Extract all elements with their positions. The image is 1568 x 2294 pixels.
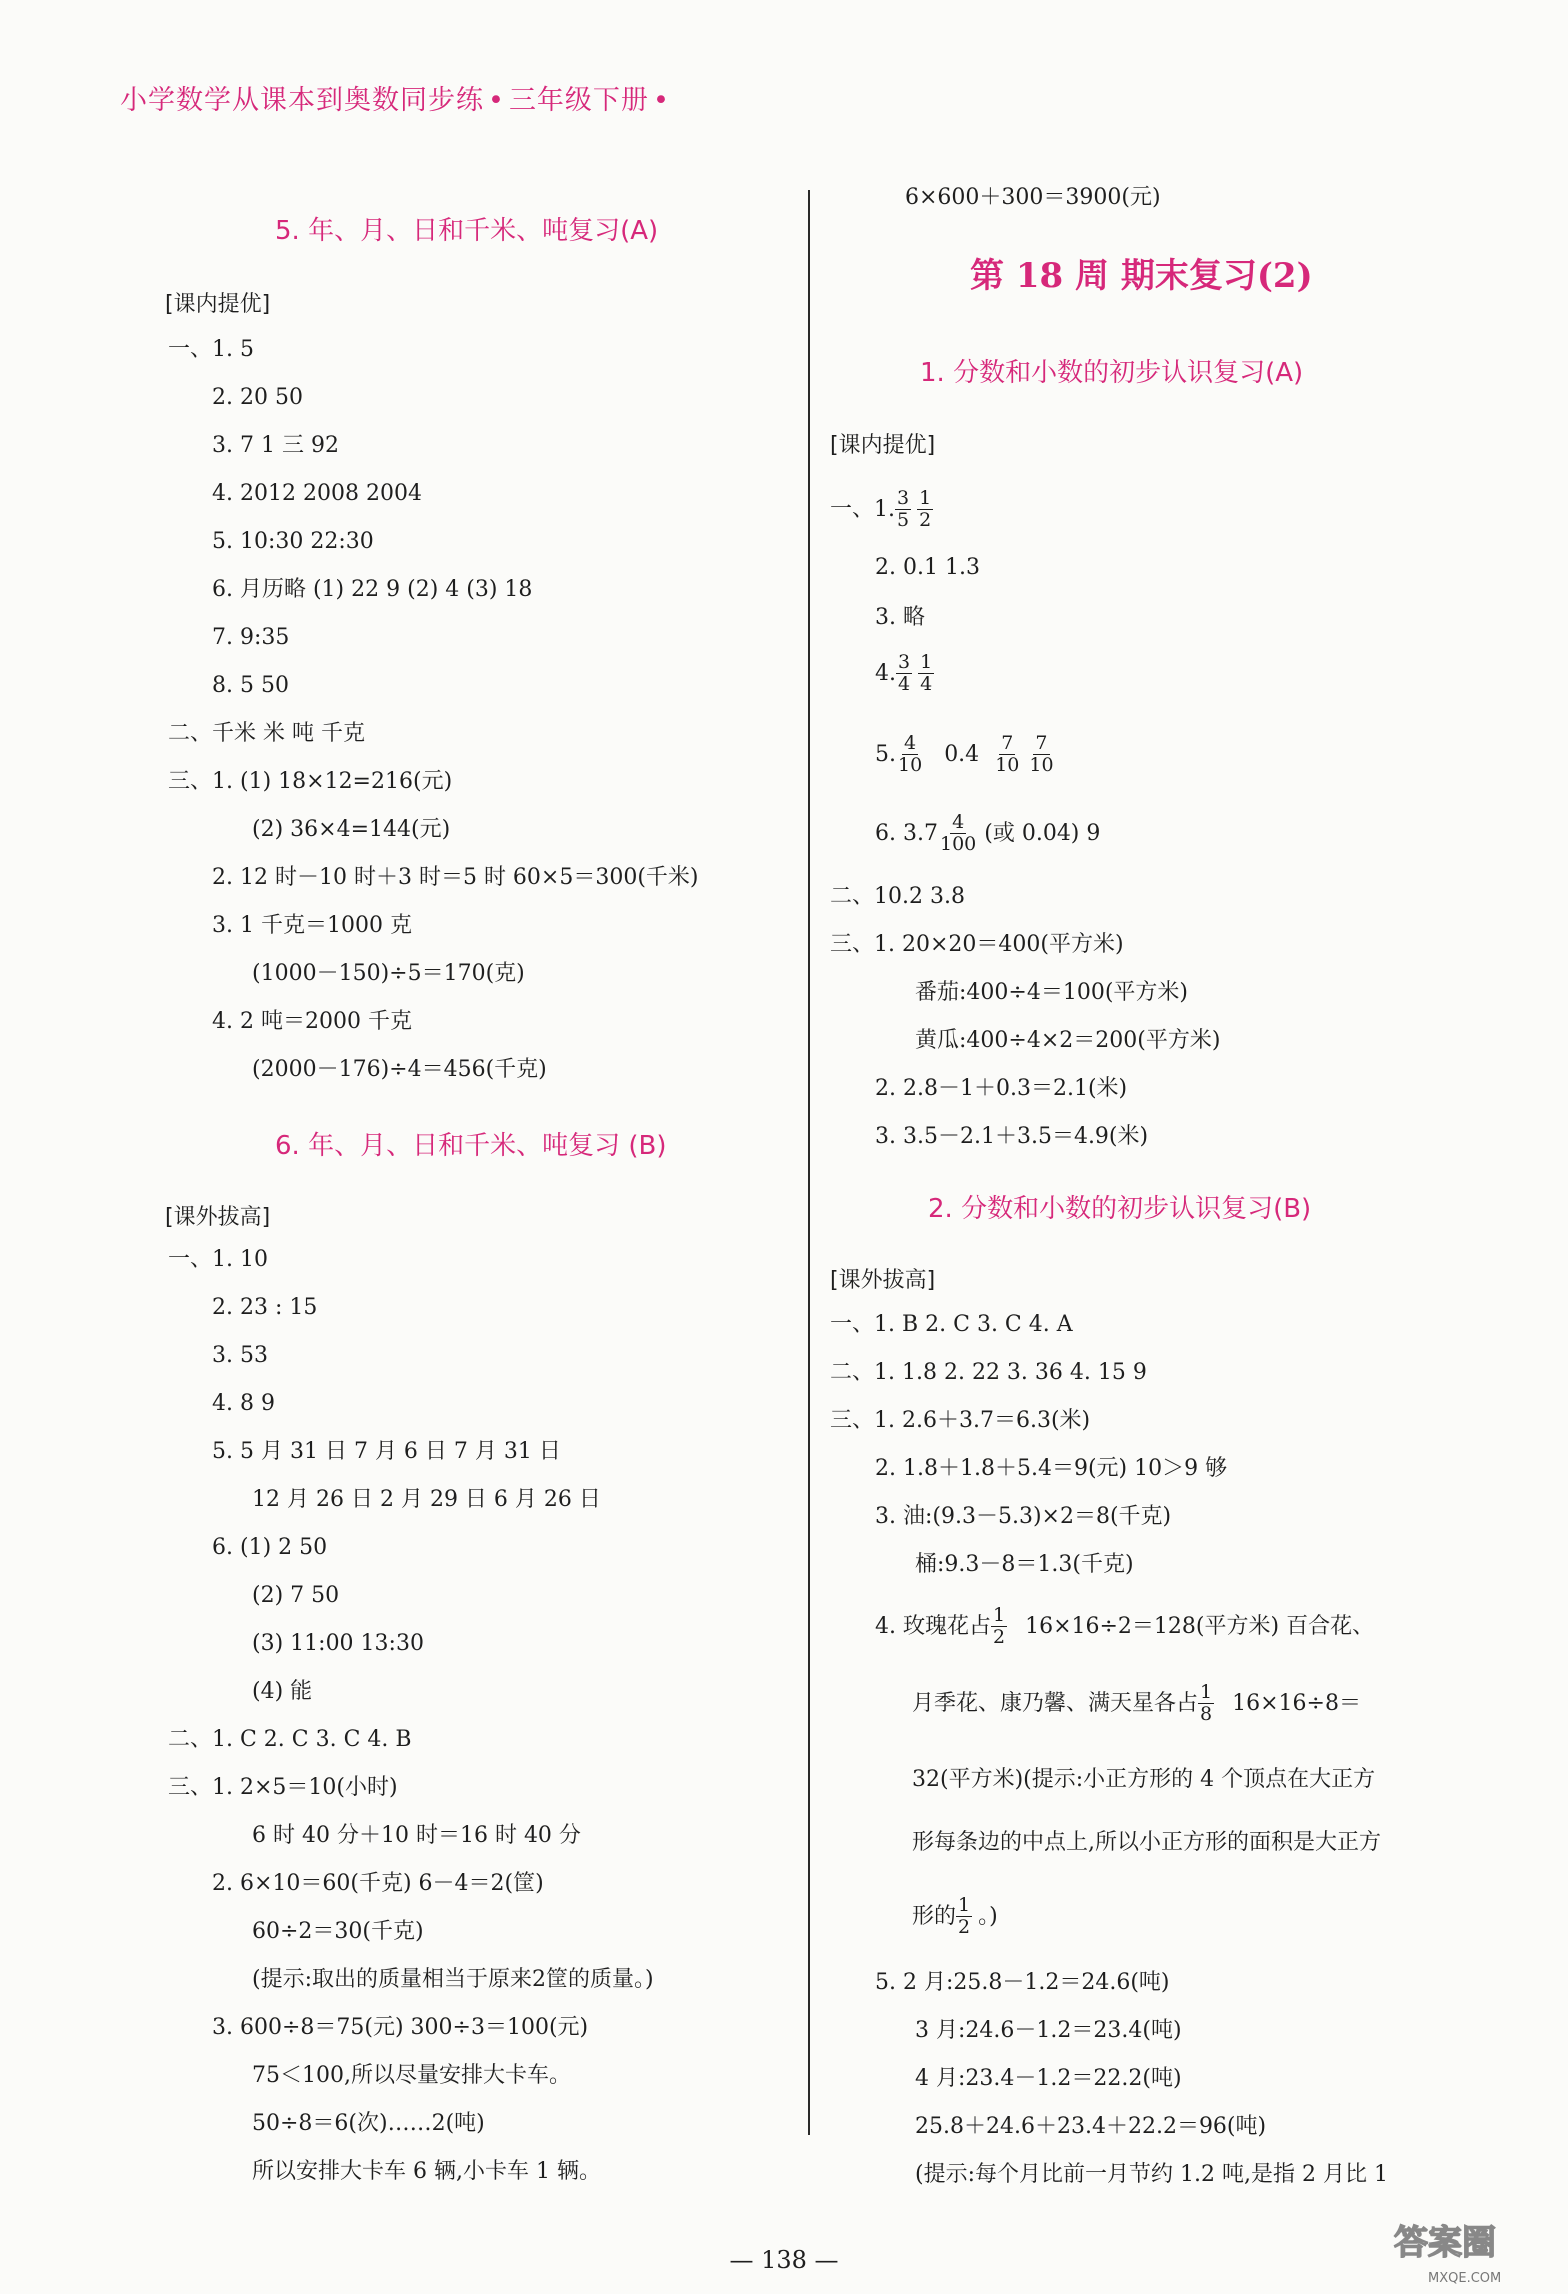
answer-line: 6 时 40 分＋10 时＝16 时 40 分 xyxy=(252,1823,581,1848)
answer-line: 三、1. 2.6＋3.7＝6.3(米) xyxy=(830,1408,1091,1433)
section-title: 6. 年、月、日和千米、吨复习 (B) xyxy=(275,1131,667,1161)
answer-line-fractions xyxy=(875,652,940,695)
answer-line: 一、1. 5 xyxy=(168,337,254,362)
answer-line: 50÷8＝6(次)……2(吨) xyxy=(252,2111,485,2136)
bullet-icon: • xyxy=(488,85,505,116)
fraction: $\frac{3}{4}$ xyxy=(898,651,911,695)
answer-line: 一、1. 10 xyxy=(168,1247,268,1272)
answer-line: 6×600＋300＝3900(元) xyxy=(905,185,1161,210)
answer-line: 所以安排大卡车 6 辆,小卡车 1 辆。 xyxy=(252,2159,601,2184)
answer-line: (2) 36×4=144(元) xyxy=(252,817,451,842)
answer-line: 2. 2.8－1＋0.3＝2.1(米) xyxy=(875,1076,1128,1101)
answer-line: 3. 53 xyxy=(212,1343,268,1368)
answer-line: 3. 3.5－2.1＋3.5＝4.9(米) xyxy=(875,1124,1149,1149)
fraction: $\frac{4}{10}$ xyxy=(898,732,923,776)
answer-line: 三、1. (1) 18×12=216(元) xyxy=(168,769,453,794)
fraction: $\frac{7}{10}$ xyxy=(1029,732,1054,776)
answer-line: 4. 8 9 xyxy=(212,1391,275,1416)
answer-line: 25.8＋24.6＋23.4＋22.2＝96(吨) xyxy=(915,2114,1267,2139)
answer-line-fractions xyxy=(875,812,1100,855)
answer-line: 3. 7 1 三 92 xyxy=(212,433,339,458)
item-text: 4. 玫瑰花占 xyxy=(875,1613,991,1639)
item-text: 6. 3.7 xyxy=(875,820,938,846)
answer-line: 一、1. B 2. C 3. C 4. A xyxy=(830,1312,1073,1337)
book-grade: 三年级下册 xyxy=(508,85,649,116)
answer-line: 2. 23 : 15 xyxy=(212,1295,318,1320)
answer-line: 二、10.2 3.8 xyxy=(830,884,965,909)
chapter-title: 第 18 周 期末复习(2) xyxy=(970,256,1313,296)
answer-line: 32(平方米)(提示:小正方形的 4 个顶点在大正方 xyxy=(912,1767,1376,1792)
fraction: $\frac{4}{100}$ xyxy=(939,811,977,855)
answer-line: 60÷2＝30(千克) xyxy=(252,1919,424,1944)
item-text: 16×16÷2＝128(平方米) 百合花、 xyxy=(1025,1613,1375,1639)
item-text: (或 0.04) 9 xyxy=(984,820,1101,846)
item-text: 形的 xyxy=(912,1903,957,1929)
answer-line: 黄瓜:400÷4×2＝200(平方米) xyxy=(915,1028,1221,1053)
section-title: 1. 分数和小数的初步认识复习(A) xyxy=(920,358,1304,388)
answer-line: 3. 600÷8＝75(元) 300÷3＝100(元) xyxy=(212,2015,589,2040)
answer-line: 3 月:24.6－1.2＝23.4(吨) xyxy=(915,2018,1182,2043)
answer-line: 8. 5 50 xyxy=(212,673,289,698)
fraction: $\frac{3}{5}$ xyxy=(897,487,910,531)
answer-line: (2) 7 50 xyxy=(252,1583,340,1608)
answer-line: 3. 油:(9.3－5.3)×2＝8(千克) xyxy=(875,1504,1172,1529)
answer-line: 12 月 26 日 2 月 29 日 6 月 26 日 xyxy=(252,1487,601,1512)
bullet-icon: • xyxy=(652,85,670,116)
item-text: 。) xyxy=(978,1903,998,1929)
fraction: $\frac{7}{10}$ xyxy=(995,732,1020,776)
item-number: 一、1. xyxy=(830,496,895,522)
answer-line: 二、1. 1.8 2. 22 3. 36 4. 15 9 xyxy=(830,1360,1147,1385)
watermark-main-text: 答案圈 xyxy=(1394,2223,1496,2263)
answer-line: (提示:取出的质量相当于原来2筐的质量。) xyxy=(252,1967,654,1992)
item-number: 4. xyxy=(875,660,896,686)
book-title: 小学数学从课本到奥数同步练 xyxy=(120,85,484,116)
answer-line: 4 月:23.4－1.2＝22.2(吨) xyxy=(915,2066,1182,2091)
answer-line: 5. 5 月 31 日 7 月 6 日 7 月 31 日 xyxy=(212,1439,561,1464)
answer-line: 番茄:400÷4＝100(平方米) xyxy=(915,980,1188,1005)
section-title: 5. 年、月、日和千米、吨复习(A) xyxy=(275,216,659,246)
answer-line: 二、1. C 2. C 3. C 4. B xyxy=(168,1727,412,1752)
answer-line: 6. (1) 2 50 xyxy=(212,1535,328,1560)
answer-line-fractions xyxy=(875,733,1062,776)
answer-line: 2. 12 时－10 时＋3 时＝5 时 60×5＝300(千米) xyxy=(212,865,699,890)
answer-line: 2. 6×10＝60(千克) 6－4＝2(筐) xyxy=(212,1871,544,1896)
column-divider xyxy=(808,190,810,2135)
answer-line: (4) 能 xyxy=(252,1679,313,1704)
answer-line: 2. 0.1 1.3 xyxy=(875,555,980,580)
page-number: — 138 — xyxy=(729,2246,839,2274)
answer-line: (提示:每个月比前一月节约 1.2 吨,是指 2 月比 1 xyxy=(915,2162,1388,2187)
answer-line: 5. 2 月:25.8－1.2＝24.6(吨) xyxy=(875,1970,1170,1995)
answer-line: 3. 1 千克＝1000 克 xyxy=(212,913,412,938)
watermark-url-text: MXQE.COM xyxy=(1428,2271,1502,2286)
answer-line: 桶:9.3－8＝1.3(千克) xyxy=(915,1552,1134,1577)
fraction: $\frac{1}{4}$ xyxy=(920,651,933,695)
answer-line: 形每条边的中点上,所以小正方形的面积是大正方 xyxy=(912,1830,1381,1855)
section-tag: [课外拔高] xyxy=(165,1205,271,1230)
answer-line: 二、千米 米 吨 千克 xyxy=(168,721,365,746)
decimal-answer: 0.4 xyxy=(944,741,980,767)
answer-line: 三、1. 20×20＝400(平方米) xyxy=(830,932,1124,957)
item-text: 月季花、康乃馨、满天星各占 xyxy=(912,1690,1199,1716)
fraction: $\frac{1}{2}$ xyxy=(919,487,932,531)
answer-line-fractions xyxy=(875,1605,1374,1648)
answer-line: 3. 略 xyxy=(875,605,925,630)
watermark-logo xyxy=(1388,2210,1558,2290)
fraction: $\frac{1}{2}$ xyxy=(992,1604,1006,1648)
answer-line: 三、1. 2×5＝10(小时) xyxy=(168,1775,398,1800)
answer-line: 7. 9:35 xyxy=(212,625,290,650)
answer-line: 75＜100,所以尽量安排大卡车。 xyxy=(252,2063,571,2088)
answer-line: (2000－176)÷4＝456(千克) xyxy=(252,1057,547,1082)
answer-line: (1000－150)÷5＝170(克) xyxy=(252,961,525,986)
answer-line: (3) 11:00 13:30 xyxy=(252,1631,424,1656)
answer-line-fractions xyxy=(912,1682,1361,1725)
answer-line-fractions xyxy=(912,1895,998,1938)
item-number: 5. xyxy=(875,741,896,767)
answer-line: 4. 2 吨＝2000 千克 xyxy=(212,1009,412,1034)
section-tag: [课外拔高] xyxy=(830,1268,936,1293)
book-header xyxy=(120,78,674,117)
section-tag: [课内提优] xyxy=(830,433,936,458)
answer-line: 6. 月历略 (1) 22 9 (2) 4 (3) 18 xyxy=(212,577,533,602)
section-tag: [课内提优] xyxy=(165,292,271,317)
fraction: $\frac{1}{2}$ xyxy=(958,1894,971,1938)
answer-line-fractions xyxy=(830,488,939,531)
answer-line: 2. 20 50 xyxy=(212,385,303,410)
fraction: $\frac{1}{8}$ xyxy=(1200,1681,1213,1725)
section-title: 2. 分数和小数的初步认识复习(B) xyxy=(928,1194,1312,1224)
answer-line: 5. 10:30 22:30 xyxy=(212,529,374,554)
answer-line: 4. 2012 2008 2004 xyxy=(212,481,422,506)
answer-line: 2. 1.8＋1.8＋5.4＝9(元) 10＞9 够 xyxy=(875,1456,1228,1481)
item-text: 16×16÷8＝ xyxy=(1232,1690,1361,1716)
